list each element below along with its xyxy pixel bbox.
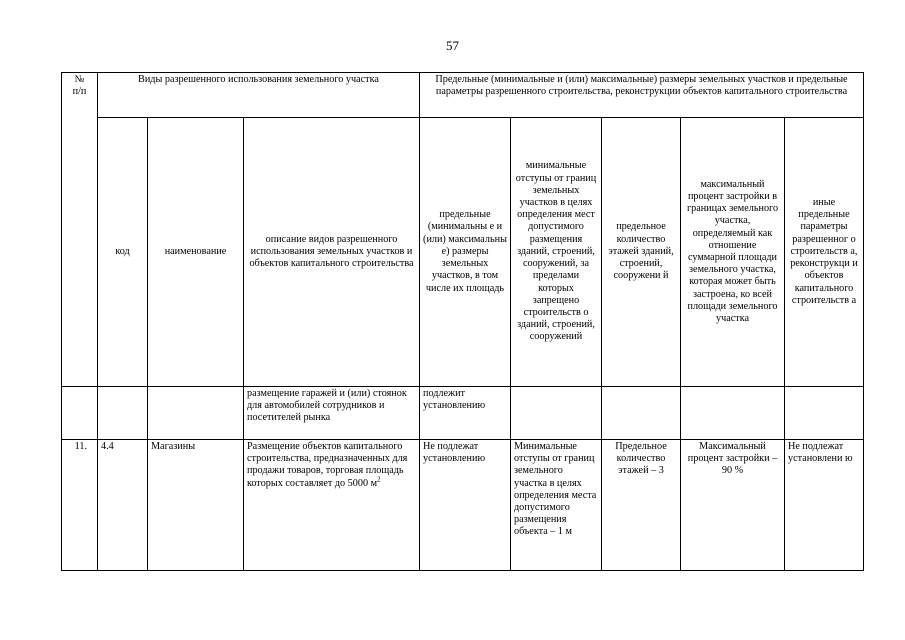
header-name: наименование xyxy=(148,118,244,387)
cell-floors: Предельное количество этажей – 3 xyxy=(602,440,681,571)
cell-setbacks: Минимальные отступы от границ земельного участка в целях определения места допустимого размещения объекта – 1 м xyxy=(511,440,602,571)
cell-name: Магазины xyxy=(148,440,244,571)
superscript-2: 2 xyxy=(377,475,381,484)
cell-no xyxy=(62,387,98,440)
cell-name xyxy=(148,387,244,440)
cell-setbacks xyxy=(511,387,602,440)
cell-coverage: Максимальный процент застройки – 90 % xyxy=(681,440,785,571)
land-use-table xyxy=(61,72,864,571)
header-limits-group: Предельные (минимальные и (или) максимальные) размеры земельных участков и предельные параметры разрешенного строительства, реконструкции объектов капитального строительства xyxy=(420,73,864,118)
cell-description xyxy=(244,440,420,571)
header-setbacks: минимальные отступы от границ земельных участков в целях определения мест допустимого размещения зданий, строений, сооружений, за пределами которых запрещено строительств о зданий, строений, сооружений xyxy=(511,118,602,387)
table-row xyxy=(62,387,864,440)
header-no: № п/п xyxy=(62,73,98,387)
cell-plot-size: подлежит установлению xyxy=(420,387,511,440)
header-coverage: максимальный процент застройки в границах земельного участка, определяемый как отношение суммарной площади земельного участка, которая может быть застроена, ко всей площади земельного участка xyxy=(681,118,785,387)
cell-floors xyxy=(602,387,681,440)
header-description: описание видов разрешенного использования земельных участков и объектов капитального строительства xyxy=(244,118,420,387)
header-plot-size: предельные (минимальны е и (или) максимальны е) размеры земельных участков, в том числе их площадь xyxy=(420,118,511,387)
header-code: код xyxy=(98,118,148,387)
cell-other: Не подлежат установлени ю xyxy=(785,440,864,571)
cell-plot-size: Не подлежат установлению xyxy=(420,440,511,571)
cell-description: размещение гаражей и (или) стоянок для автомобилей сотрудников и посетителей рынка xyxy=(244,387,420,440)
header-other: иные предельные параметры разрешенног о строительств а, реконструкци и объектов капитального строительств а xyxy=(785,118,864,387)
cell-coverage xyxy=(681,387,785,440)
description-text: Размещение объектов капитального строительства, предназначенных для продажи товаров, торговая площадь которых составляет до 5000 м xyxy=(247,441,408,489)
page-number: 57 xyxy=(446,38,459,53)
cell-other xyxy=(785,387,864,440)
cell-code xyxy=(98,387,148,440)
cell-code: 4.4 xyxy=(98,440,148,571)
header-row-groups xyxy=(62,73,864,118)
table-row xyxy=(62,440,864,571)
header-types-group: Виды разрешенного использования земельного участка xyxy=(98,73,420,118)
header-floors: предельное количество этажей зданий, строений, сооружени й xyxy=(602,118,681,387)
cell-no: 11. xyxy=(62,440,98,571)
header-row-columns xyxy=(62,118,864,387)
